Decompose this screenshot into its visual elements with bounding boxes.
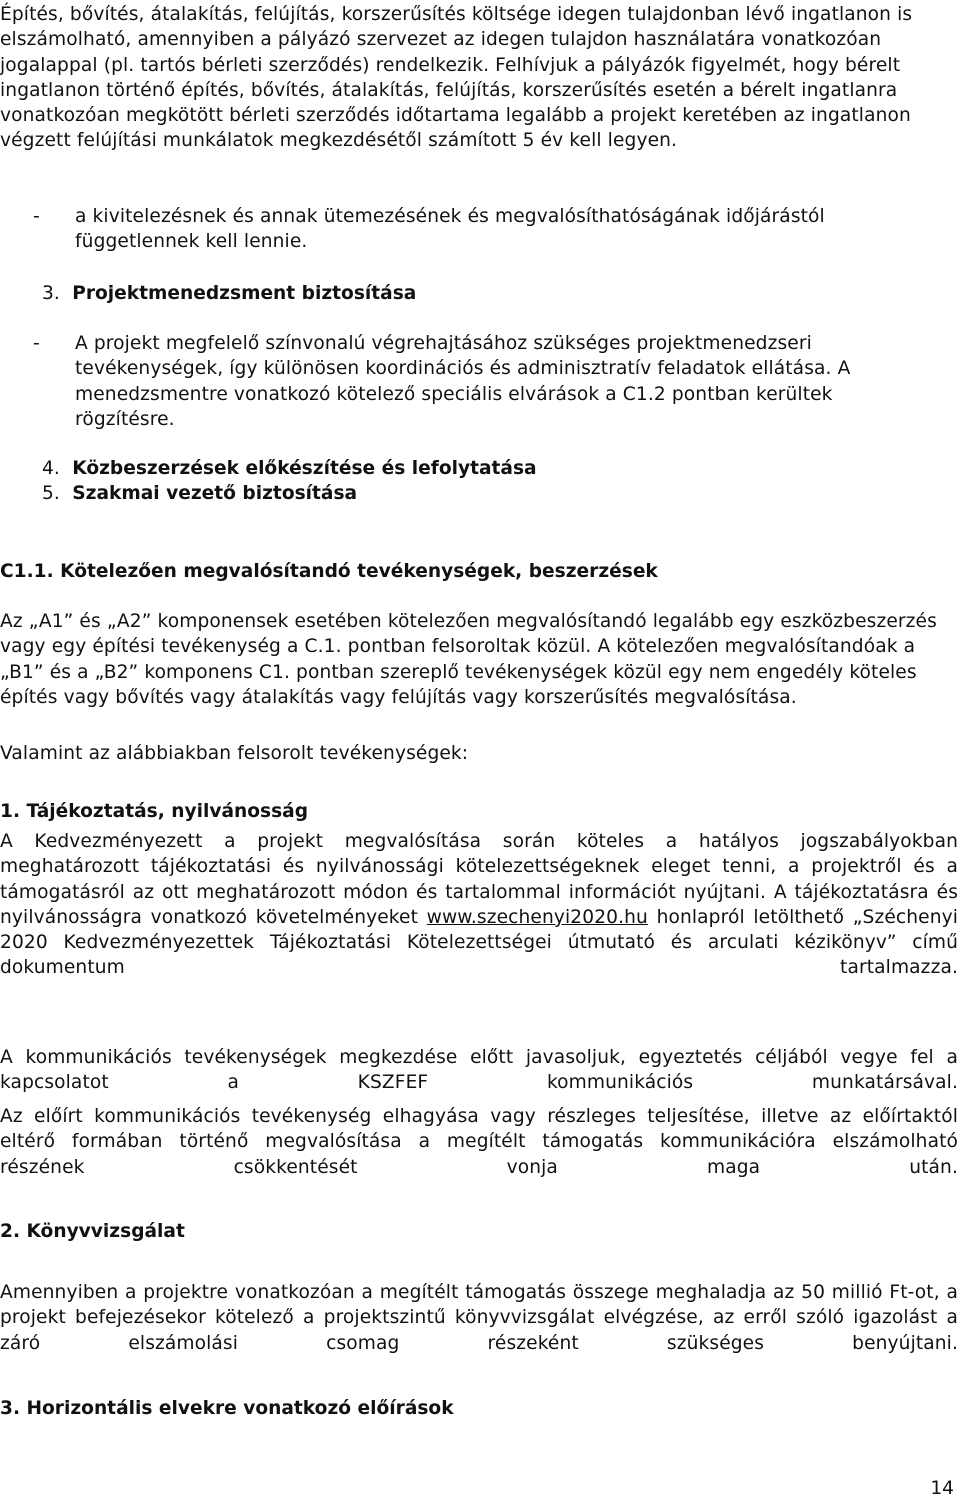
heading-number: 5. bbox=[42, 483, 60, 504]
bullet-dash: - bbox=[33, 333, 40, 354]
szechenyi-link[interactable]: www.szechenyi2020.hu bbox=[426, 906, 648, 928]
publicity-text: A Kedvezményezett a projekt megvalósítása során köteles a hatályos jogszabályokban meghatározott tájékoztatási és nyilvánossági kötelezettségeknek eleget tenni, a projektről és a támogatásról az ott meghatározott módon és tartalommal információt nyújtani. A tájékoztatásra és nyilvánosságra vonatkozó követelményeket bbox=[0, 831, 958, 928]
paragraph-audit: Amennyiben a projektre vonatkozóan a megítélt támogatás összege meghaladja az 50 millió Ft-ot, a projekt befejezésekor kötelező a projektszintű könyvvizsgálat elvégzése, az erről szóló igazolást a záró elszámolási csomag részeként szükséges benyújtani. bbox=[0, 1282, 958, 1354]
paragraph-communication-penalty: Az előírt kommunikációs tevékenység elhagyása vagy részleges teljesítése, illetve az előírtaktól eltérő formában történő megvalósítása a megítélt támogatás kommunikációra elszámolható részének csökkentését vonja maga után. bbox=[0, 1106, 958, 1178]
paragraph-ownership: Építés, bővítés, átalakítás, felújítás, korszerűsítés költsége idegen tulajdonban lévő ingatlanon is elszámolható, amennyiben a pályázó szervezet az idegen tulajdon használatára vonatkozóan jogalappal (pl. tartós bérleti szerződés) rendelkezik. Felhívjuk a pályázók figyelmét, hogy bérelt ingatlanon történő építés, bővítés, átalakítás, felújítás, korszerűsítés esetén a bérelt ingatlanra vonatkozóan megkötött bérleti szerződés időtartama legalább a projekt keretében az ingatlanon végzett felújítási munkálatok megkezdésétől számított 5 év kell legyen. bbox=[0, 4, 913, 152]
heading-c11: C1.1. Kötelezően megvalósítandó tevékenységek, beszerzések bbox=[0, 561, 658, 582]
heading-text: Közbeszerzések előkészítése és lefolytatása bbox=[72, 458, 537, 479]
heading-project-management bbox=[42, 281, 416, 306]
bullet-project-management: A projekt megfelelő színvonalú végrehajtásához szükséges projektmenedzseri tevékenységek, így különösen koordinációs és adminisztratív feladatok ellátása. A menedzsmentre vonatkozó kötelező speciális elvárások a C1.2 pontban kerültek rögzítésre. bbox=[75, 333, 851, 430]
paragraph-following-activities: Valamint az alábbiakban felsorolt tevékenységek: bbox=[0, 743, 469, 764]
heading-text: Szakmai vezető biztosítása bbox=[72, 483, 358, 504]
heading-publicity: 1. Tájékoztatás, nyilvánosság bbox=[0, 801, 309, 822]
heading-text: Projektmenedzsment biztosítása bbox=[72, 283, 417, 304]
publicity-text-continued: honlapról letölthető „Széchenyi 2020 Kedvezményezettek Tájékoztatási Kötelezettségei útmutató és arculati kézikönyv” című dokumentum tartalmazza. bbox=[0, 906, 959, 979]
heading-professional-lead bbox=[42, 481, 357, 506]
bullet-dash: - bbox=[33, 206, 40, 227]
heading-number: 4. bbox=[42, 458, 60, 479]
heading-number: 3. bbox=[42, 283, 60, 304]
bullet-weather-independence: a kivitelezésnek és annak ütemezésének és megvalósíthatóságának időjárástól függetlennek kell lennie. bbox=[75, 206, 825, 253]
paragraph-mandatory-activities: Az „A1” és „A2” komponensek esetében kötelezően megvalósítandó legalább egy eszközbeszerzés vagy egy építési tevékenység a C.1. pontban felsoroltak közül. A kötelezően megvalósítandóak a „B1” és a „B2” komponens C1. pontban szereplő tevékenységek közül egy nem engedély köteles építés vagy bővítés vagy átalakítás vagy felújítás vagy korszerűsítés megvalósítása. bbox=[0, 611, 937, 708]
heading-audit: 2. Könyvvizsgálat bbox=[0, 1221, 185, 1242]
page-number: 14 bbox=[930, 1478, 954, 1499]
heading-horizontal-principles: 3. Horizontális elvekre vonatkozó előírások bbox=[0, 1398, 454, 1419]
heading-procurement bbox=[42, 456, 537, 481]
paragraph-publicity bbox=[0, 829, 958, 981]
paragraph-communication-contact: A kommunikációs tevékenységek megkezdése előtt javasoljuk, egyeztetés céljából vegye fel a kapcsolatot a KSZFEF kommunikációs munkatársával. bbox=[0, 1047, 958, 1094]
